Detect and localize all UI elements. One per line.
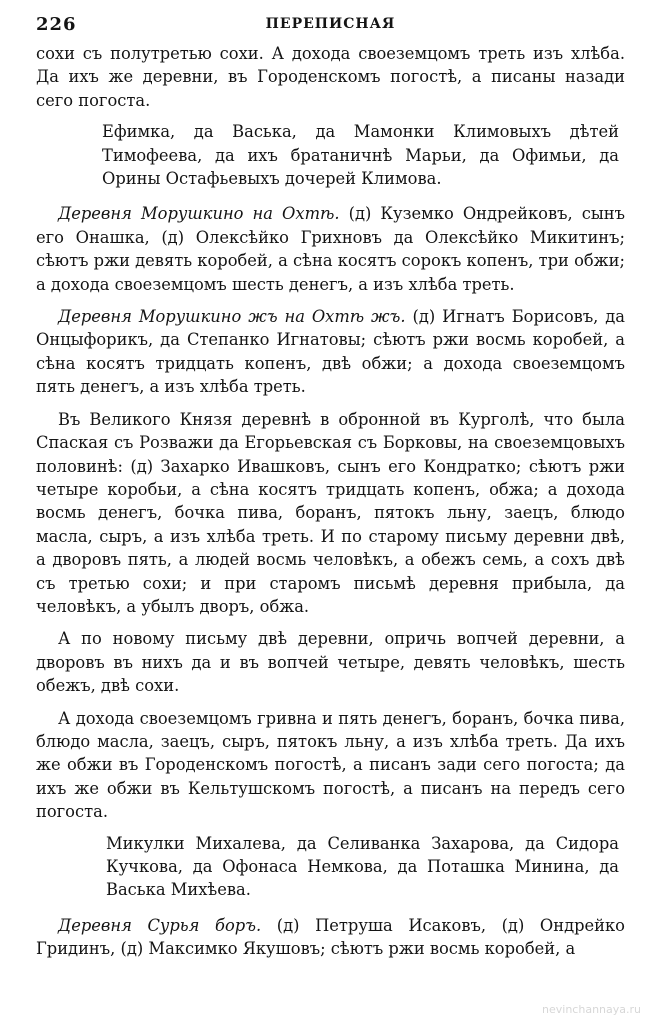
paragraph-text: (д) Игнатъ Борисовъ, да Онцыфорикъ, да Степанко Игнатовы; сѣютъ ржи восмь коробей, а сѣна косятъ тридцать копенъ, двѣ обжи; а дохода своеземцомъ пять денегъ, а изъ хлѣба треть. [36,307,625,397]
paragraph-kurgol [36,408,625,619]
paragraph-text: сохи съ полутретью сохи. А дохода своеземцомъ треть изъ хлѣба. Да ихъ же деревни, въ Городенскомъ погостѣ, а писаны назади сего погоста. [36,44,625,110]
page-body [36,42,625,961]
names-block-mikulki [36,832,625,902]
village-heading: Деревня Морушкино на Охтѣ. [58,204,340,224]
paragraph-village-morushkino-2 [36,305,625,399]
page-number: 226 [36,14,77,35]
watermark: nevinchannaya.ru [542,1003,641,1016]
paragraph-text: А дохода своеземцомъ гривна и пять денегъ, боранъ, бочка пива, блюдо масла, заецъ, сыръ, пятокъ льну, а изъ хлѣба треть. Да ихъ же обжи въ Городенскомъ погостѣ, а писанъ зади сего погоста; да ихъ же обжи въ Кельтушскомъ погостѣ, а писанъ на передъ сего погоста. [36,708,625,822]
paragraph-village-surya-bor [36,914,625,961]
running-title: ПЕРЕПИСНАЯ [265,16,396,32]
village-heading: Деревня Сурья боръ. [58,915,262,935]
paragraph-text: Въ Великого Князя деревнѣ в обронной въ Курголѣ, что была Спаская съ Розважи да Егорьевская съ Борковы, на своеземцовыхъ половинѣ: (д) Захарко Ивашковъ, сынъ его Кондратко; сѣютъ ржи четыре коробьи, а сѣна косятъ тридцать копенъ, обжа; а дохода восмь денегъ, бочка пива, боранъ, пятокъ льну, заецъ, блюдо масла, сыръ, а изъ хлѣба треть. И по старому письму деревни двѣ, а дворовъ пять, а людей восмь человѣкъ, а обежъ семь, а сохъ двѣ съ третью сохи; и при старомъ письмѣ деревня прибыла, да человѣкъ, а убылъ дворъ, обжа. [36,409,625,616]
names-text: Микулки Михалева, да Селиванка Захарова, да Сидора Кучкова, да Офонаса Немкова, да Поташка Минина, да Васька Михѣева. [106,833,619,900]
names-block-klimovy [36,120,625,190]
paragraph-text: А по новому письму двѣ деревни, опричь вопчей деревни, а дворовъ въ нихъ да и въ вопчей четыре, девять человѣкъ, шесть обежъ, двѣ сохи. [36,629,625,696]
names-text: Ефимка, да Васька, да Мамонки Климовыхъ дѣтей Тимофеева, да ихъ братаничнѣ Марьи, да Офимьи, да Орины Остафьевыхъ дочерей Климова. [102,122,619,189]
village-heading: Деревня Морушкино жъ на Охтѣ жъ. [58,307,406,327]
page-header [36,12,625,42]
paragraph-continuation [36,42,625,112]
paragraph-revenue [36,707,625,824]
paragraph-text: (д) Петруша Исаковъ, (д) Ондрейко Гридинъ, (д) Максимко Якушовъ; сѣютъ ржи восмь коробей, а [36,915,625,959]
paragraph-text: (д) Куземко Ондрейковъ, сынъ его Онашка, (д) Олексѣйко Грихновъ да Олексѣйко Микитинъ; сѣютъ ржи девять коробей, а сѣна косятъ сорокъ копенъ, три обжи; а дохода своеземцомъ шесть денегъ, а изъ хлѣба треть. [36,204,625,294]
paragraph-village-morushkino [36,202,625,296]
paragraph-new-census [36,627,625,697]
